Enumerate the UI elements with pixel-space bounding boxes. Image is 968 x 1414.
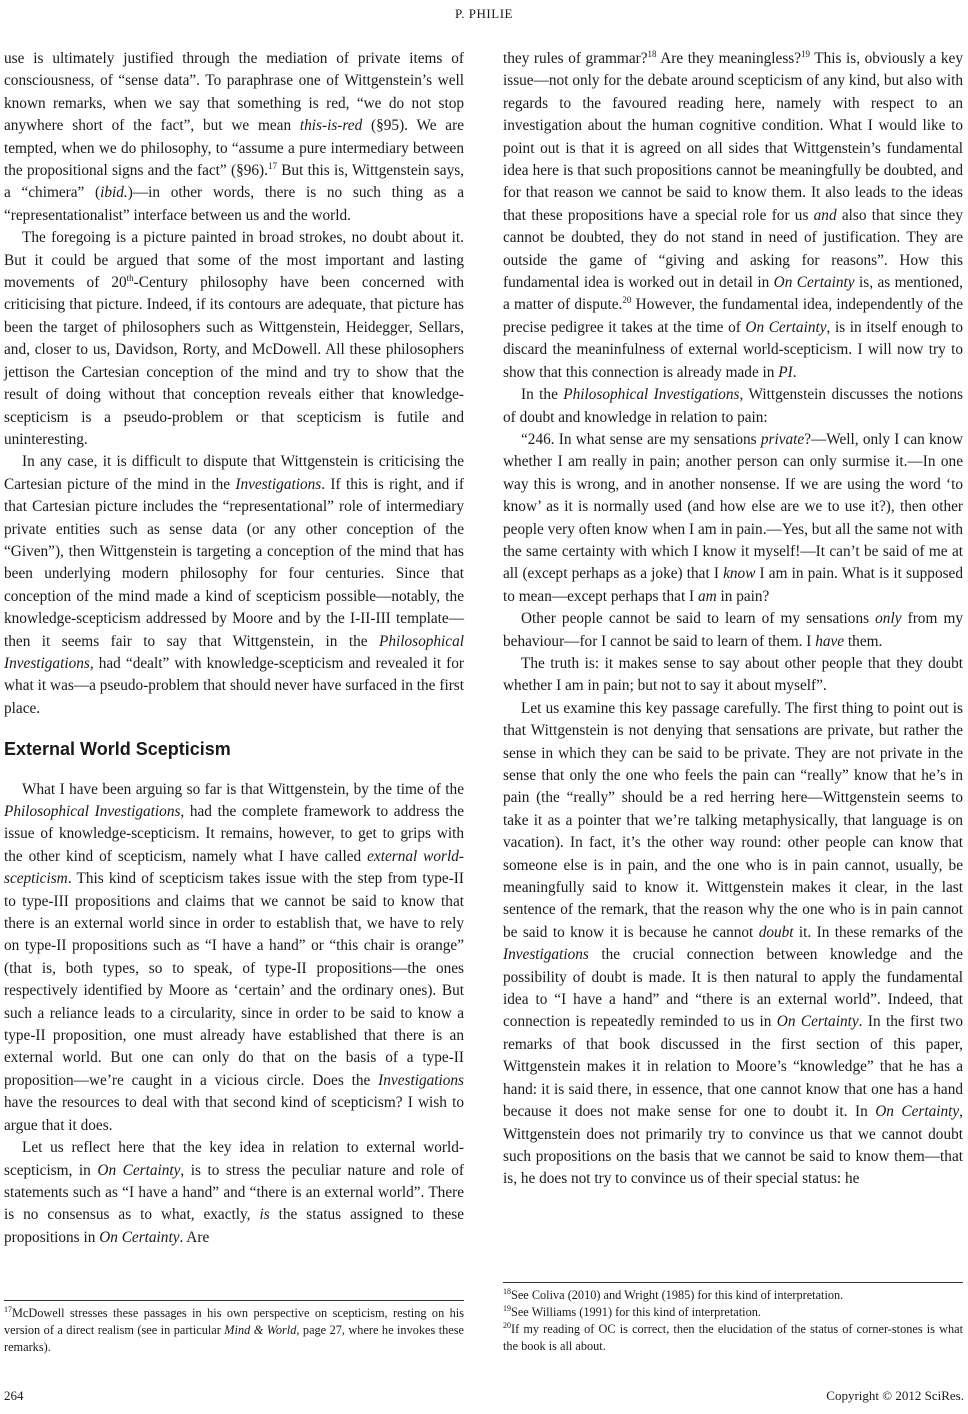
- paragraph: What I have been arguing so far is that Wittgenstein, by the time of the Philosophical Investigations, had the complete framework to address the issue of knowledge-scepticism. It remains, however, to get to grips with the other kind of scepticism, namely what I have called external world-scepticism. This kind of scepticism takes issue with the step from type-II to type-III propositions and claims that we cannot be said to know that there is an external world since in order to establish that, we have to rely on type-II propositions such as “I have a hand” or “this chair is orange” (that is, both types, so to speak, of type-II propositions—the ones respectively identified by Moore as ‘certain’ and the ordinary ones). But such a reliance leads to a circularity, since in order to be said to know a type-II proposition, one must already have established that there is an external world. But one can only do that on the basis of a type-II proposition—we’re caught in a vicious circle. Does the Investigations have the resources to deal with that second kind of scepticism? I wish to argue that it does.: [4, 780, 464, 1134]
- footnote-17: $^{17}$McDowell stresses these passages in his own perspective on scepticism, resting on his version of a direct realism (see in particular Mind & World, page 27, where he invokes these remarks).: [4, 1304, 464, 1354]
- paragraph: Let us examine this key passage carefully. The first thing to point out is that Wittgenstein is not denying that sensations are private, but rather the sense in which they can be said to be private. They are not private in the sense that only the one who feels the pain can “really” know that he’s in pain (the “really” should be a red herring here—Wittgenstein seems to take it as a pointer that we’re talking metaphysically, that language is on vacation). In fact, it’s the other way round: other people can know that someone else is in pain, and the one who is in pain cannot, usually, be meaningfully said to know it. Wittgenstein makes it clear, in the last sentence of the remark, that the reason why the one who is in pain cannot be said to know it is because he cannot doubt it. In these remarks of the Investigations the crucial connection between knowledge and the possibility of doubt is made. It is then natural to apply the fundamental idea to “I have a hand” and “there is an external world”. Indeed, that connection is repeatedly reminded to us in On Certainty. In the first two remarks of that book discussed in the first section of this paper, Wittgenstein makes it in relation to Moore’s “knowledge” that he has a hand: it is said there, in essence, that one cannot know that one has a hand because it does not make sense for one to doubt it. In On Certainty, Wittgenstein does not primarily try to convince us that we cannot doubt such propositions on the basis that we cannot be said to know them—that is, he does not try to convince us of their special status: he: [503, 699, 964, 1188]
- quote-paragraph: The truth is: it makes sense to say about other people that they doubt whether I am in pain; but not to say it about myself”.: [503, 654, 963, 695]
- paragraph: The foregoing is a picture painted in broad strokes, no doubt about it. But it could be argued that some of the most important and lasting movements of 20th-Century philosophy have been concerned with criticising that picture. Indeed, if its contours are adequate, that picture has been the target of philosophers such as Wittgenstein, Heidegger, Sellars, and, closer to us, Davidson, Rorty, and McDowell. All these philosophers jettison the Cartesian conception of the mind and try to show that the result of doing without that conception reveals either that knowledge-scepticism is a pseudo-problem or that scepticism is futile and uninteresting.: [4, 229, 464, 448]
- copyright: Copyright © 2012 SciRes.: [826, 1388, 964, 1403]
- page-number: 264: [4, 1388, 24, 1403]
- footnote-20: $^{20}$If my reading of OC is correct, then the elucidation of the status of corner-stones is what the book is all about.: [503, 1320, 963, 1353]
- right-column: [503, 48, 963, 1191]
- footnote-rule: [503, 1282, 963, 1283]
- footnote-ref[interactable]: 18: [647, 48, 657, 59]
- paragraph: they rules of grammar?$^{18}$ Are they meaningless?$^{19}$ This is, obviously a key issue—not only for the debate around scepticism of any kind, but also with regards to the favoured reading here, namely with respect to an investigation about the human cognitive condition. What I would like to point out is that it is agreed on all sides that Wittgenstein’s fundamental idea here is that such propositions cannot be meaningfully be doubted, and for that reason we cannot be said to know them. It also leads to the ideas that these propositions have a special role for us and also that since they cannot be doubted, they do not stand in need of justification. They are outside the game of “giving and asking for reasons”. How this fundamental idea is worked out in detail in On Certainty is, as mentioned, a matter of dispute.$^{20}$ However, the fundamental idea, independently of the precise pedigree it takes at the time of On Certainty, is in itself enough to discard the meaninfulness of external world-scepticism. I will now try to show that this connection is already made in PI.: [503, 48, 963, 381]
- section-heading: External World Scepticism: [4, 739, 231, 760]
- footnote-19: $^{19}$See Williams (1991) for this kind of interpretation.: [503, 1303, 761, 1319]
- footnote-rule: [4, 1300, 464, 1301]
- footnote-18: $^{18}$See Coliva (2010) and Wright (1985) for this kind of interpretation.: [503, 1286, 844, 1302]
- left-column: [4, 48, 464, 1249]
- running-head: P. PHILIE: [455, 6, 513, 21]
- footnotes-left: [4, 1300, 464, 1356]
- footnote-ref[interactable]: 17: [267, 160, 277, 171]
- quote-paragraph: “246. In what sense are my sensations private?—Well, only I can know whether I am really in pain; another person can only surmise it.—In one way this is wrong, and in another nonsense. If we are using the word ‘to know’ as it is normally used (and how else are we to use it?), then other people very often know when I am in pain.—Yes, but all the same not with the same certainty with which I know it myself!—It can’t be said of me at all (except perhaps as a joke) that I know I am in pain. What is it supposed to mean—except perhaps that I am in pain?: [503, 430, 964, 605]
- footnote-ref[interactable]: 19: [801, 48, 811, 59]
- paragraph: Let us reflect here that the key idea in relation to external world-scepticism, in On Certainty, is to stress the peculiar nature and role of statements such as “I have a hand” and “there is an external world”. There is no consensus as to what, exactly, is the status assigned to these propositions in On Certainty. Are: [4, 1139, 464, 1246]
- paragraph: In the Philosophical Investigations, Wittgenstein discusses the notions of doubt and knowledge in relation to pain:: [503, 386, 963, 426]
- paragraph: In any case, it is difficult to dispute that Wittgenstein is criticising the Cartesian picture of the mind in the Investigations. If this is right, and if that Cartesian picture includes the “representational” role of intermediary private entities such as sense data (or any other conception of the “Given”), then Wittgenstein is targeting a conception of the mind that has been underlying modern philosophy for four centuries. Since that conception of the mind made a kind of scepticism possible—notably, the knowledge-scepticism addressed by Moore and by the I-II-III template—then it seems fair to say that Wittgenstein, in the Philosophical Investigations, had “dealt” with knowledge-scepticism and revealed it for what it was—a pseudo-problem that should never have surfaced in the first place.: [4, 453, 464, 717]
- paragraph: use is ultimately justified through the mediation of private items of consciousness, of “sense data”. To paraphrase one of Wittgenstein’s well known remarks, when we say that something is red, “we do not stop anywhere short of the fact”, but we mean this-is-red (§95). We are tempted, when we do philosophy, to “assume a pure intermediary between the propositional signs and the fact” (§96).$^{17}$ But this is, Wittgenstein says, a “chimera” (ibid.)—in other words, there is no such thing as a “representationalist” interface between us and the world.: [4, 50, 464, 224]
- quote-paragraph: Other people cannot be said to learn of my sensations only from my behaviour—for I cannot be said to learn of them. I have them.: [503, 610, 963, 650]
- footnotes-right: [503, 1282, 963, 1355]
- footnote-ref[interactable]: 20: [622, 295, 632, 306]
